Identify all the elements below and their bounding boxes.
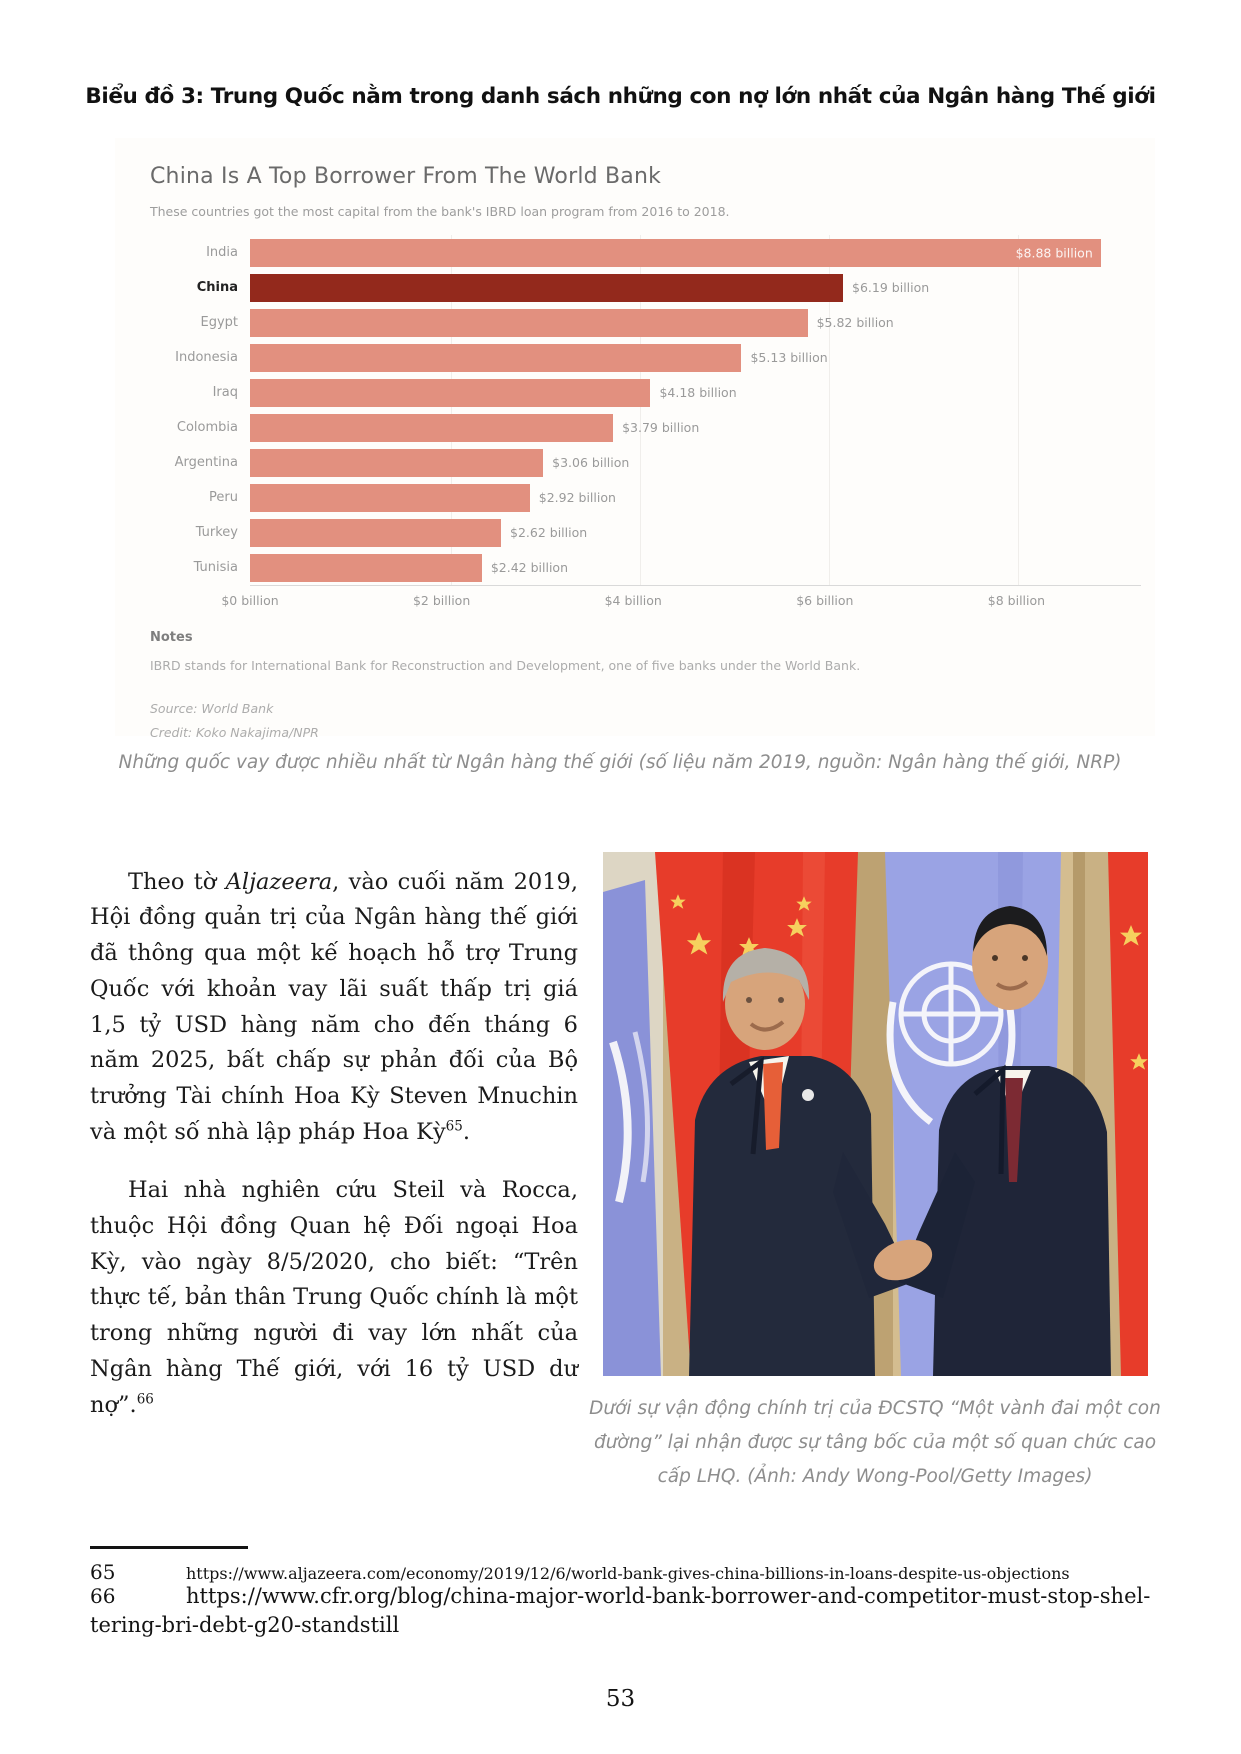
bar [250,239,1101,267]
axis-tick: $6 billion [796,593,854,608]
p1-rest: , vào cuối năm 2019, Hội đồng quản trị của Ngân hàng thế giới đã thông qua một kế hoạch hỗ trợ Trung Quốc với khoản vay lãi suất thấp trị giá 1,5 tỷ USD hàng năm cho đến tháng 6 năm 2025, bất chấp sự phản đối của Bộ trưởng Tài chính Hoa Kỳ Steven Mnuchin và một số nhà lập pháp Hoa Kỳ [90,868,578,1145]
axis-tick: $2 billion [412,593,471,608]
footnote-ref-66: 66 [136,1391,154,1408]
bar [250,449,543,477]
footnote-66-url-line2: tering-bri-debt-g20-standstill [90,1613,400,1637]
chart-note-text: IBRD stands for International Bank for Reconstruction and Development, one of five banks under the World Bank. [150,658,861,673]
page-number: 53 [605,1686,636,1712]
bar-value-label: $2.92 billion [538,490,616,505]
bar-row-iraq [150,375,1141,410]
footnote-ref-65: 65 [445,1118,463,1135]
bar-row-peru [150,480,1141,515]
bar-track [250,309,1141,337]
chart-notes-heading: Notes [150,630,193,645]
bar-label: Iraq [212,385,238,400]
bar-value-label: $4.18 billion [659,385,737,400]
bar-label: Egypt [200,315,238,330]
axis-tick: $0 billion [221,593,279,608]
bar-label: Tunisia [193,560,238,575]
world-bank-borrowers-chart [115,138,1155,740]
bar-value-label: $5.82 billion [816,315,894,330]
bar [250,379,650,407]
p2-text: Hai nhà nghiên cứu Steil và Rocca, thuộc Hội đồng Quan hệ Đối ngoại Hoa Kỳ, vào ngày 8/5/2020, cho biết: “Trên thực tế, bản thân Trung Quốc chính là một trong những người đi vay lớn nhất của Ngân hàng Thế giới, với 16 tỷ USD dư nợ”. [90,1177,578,1418]
footnote-66-url-line1: https://www.cfr.org/blog/china-major-world-bank-borrower-and-competitor-must-stop-shel- [186,1584,1151,1608]
bar-value-label: $2.42 billion [490,560,568,575]
chart-axis-track [221,585,1141,610]
footnote-divider [90,1546,248,1549]
axis-tick: $8 billion [987,593,1046,608]
chart-notes [150,630,1155,740]
bar-track [250,554,1141,582]
bar-label: China [196,280,238,295]
p1-source-name: Aljazeera [225,868,333,895]
chart-credit: Credit: Koko Nakajima/NPR [150,725,319,740]
bar-label: Indonesia [175,350,238,365]
bar-label: India [206,245,238,260]
bar [250,274,843,302]
bar-value-label: $8.88 billion [1015,245,1093,260]
bar [250,484,530,512]
bar-row-egypt [150,305,1141,340]
figure-caption: Những quốc vay được nhiều nhất từ Ngân hàng thế giới (số liệu năm 2019, nguồn: Ngân hàng thế giới, NRP) [118,752,1122,773]
bar [250,554,482,582]
footnote-66-number: 66 [90,1584,116,1608]
bar-value-label: $2.62 billion [510,525,588,540]
bar [250,519,501,547]
bar-label: Argentina [174,455,238,470]
chart-axis-row [150,585,1141,610]
bar-label: Peru [209,490,238,505]
bar-row-china [150,270,1141,305]
bar-row-turkey [150,515,1141,550]
bar [250,414,613,442]
bar-track [250,449,1141,477]
chart-title: China Is A Top Borrower From The World Bank [150,164,662,189]
photo-caption: Dưới sự vận động chính trị của ĐCSTQ “Một vành đai một con đường” lại nhận được sự tâng bốc của một số quan chức cao cấp LHQ. (Ảnh: Andy Wong-Pool/Getty Images) [589,1398,1161,1488]
p1-lead: Theo tờ [128,868,226,895]
paragraph-2 [90,1173,578,1423]
footnote-65-number: 65 [90,1560,116,1584]
bar-track [250,484,1141,512]
bar-row-indonesia [150,340,1141,375]
bar-value-label: $5.13 billion [750,350,828,365]
bar-track [250,519,1141,547]
bar-value-label: $3.06 billion [552,455,630,470]
bar [250,309,808,337]
axis-tick: $4 billion [604,593,662,608]
bar-row-tunisia [150,550,1141,585]
bar-track [250,379,1141,407]
photo-xi-guterres-handshake [603,852,1148,1376]
footnote-66 [90,1584,1152,1608]
body-text-column [90,842,578,1446]
bar-row-india [150,235,1141,270]
bar-row-argentina [150,445,1141,480]
bar-track [250,414,1141,442]
bar-value-label: $6.19 billion [852,280,930,295]
figure-heading: Biểu đồ 3: Trung Quốc nằm trong danh sách những con nợ lớn nhất của Ngân hàng Thế giới [85,84,1156,109]
footnotes [90,1560,1152,1637]
chart-subtitle: These countries got the most capital from the bank's IBRD loan program from 2016 to 2018. [150,204,730,219]
photo-illustration [603,852,1148,1376]
paragraph-1 [90,865,578,1151]
bar-label: Turkey [195,525,238,540]
bar-row-colombia [150,410,1141,445]
footnote-65 [90,1560,1152,1584]
bar [250,344,741,372]
chart-rows [150,235,1141,585]
footnote-65-url: https://www.aljazeera.com/economy/2019/12/6/world-bank-gives-china-billions-in-loans-despite-us-objections [186,1564,1070,1583]
bar-track [250,344,1141,372]
bar-label: Colombia [176,420,238,435]
bar-track [250,239,1141,267]
bar-track [250,274,1141,302]
chart-source: Source: World Bank [150,701,274,716]
bar-value-label: $3.79 billion [622,420,700,435]
p1-tail: . [462,1118,470,1145]
